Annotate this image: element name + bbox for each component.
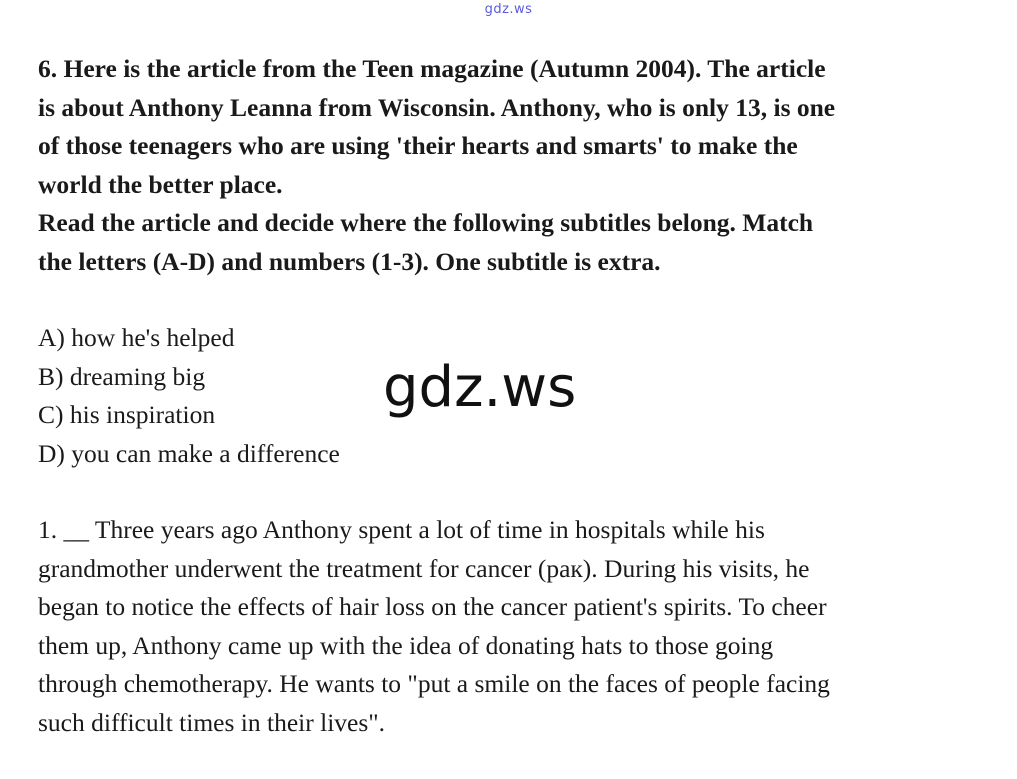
article-line: 1. __ Three years ago Anthony spent a lot of time in hospitals while his [38, 515, 765, 544]
subtitle-option-a: A) how he's helped [38, 323, 235, 352]
task-line: world the better place. [38, 169, 283, 199]
task-line: of those teenagers who are using 'their hearts and smarts' to make the [38, 131, 798, 160]
task-line: the letters (A-D) and numbers (1-3). One subtitle is extra. [38, 246, 661, 276]
task-line: Read the article and decide where the following subtitles belong. Match [38, 208, 814, 237]
subtitle-option-c: C) his inspiration [38, 400, 216, 429]
article-line: through chemotherapy. He wants to "put a smile on the faces of people facing [38, 669, 830, 698]
article-line: began to notice the effects of hair loss on the cancer patient's spirits. To cheer [38, 592, 827, 621]
article-line: them up, Anthony came up with the idea of donating hats to those going [38, 630, 774, 660]
article-line: such difficult times in their lives". [38, 707, 386, 737]
task-instructions [38, 50, 988, 281]
article-paragraph-1 [38, 511, 988, 742]
article-line: grandmother underwent the treatment for cancer (рак). During his visits, he [38, 553, 810, 583]
subtitle-option-d: D) you can make a difference [38, 438, 340, 468]
center-watermark: gdz.ws [383, 355, 577, 420]
subtitle-option-b: B) dreaming big [38, 361, 206, 391]
task-line: is about Anthony Leanna from Wisconsin. Anthony, who is only 13, is one [38, 92, 836, 122]
task-line: 6. Here is the article from the Teen magazine (Autumn 2004). The article [38, 54, 826, 83]
top-watermark: gdz.ws [484, 2, 533, 17]
